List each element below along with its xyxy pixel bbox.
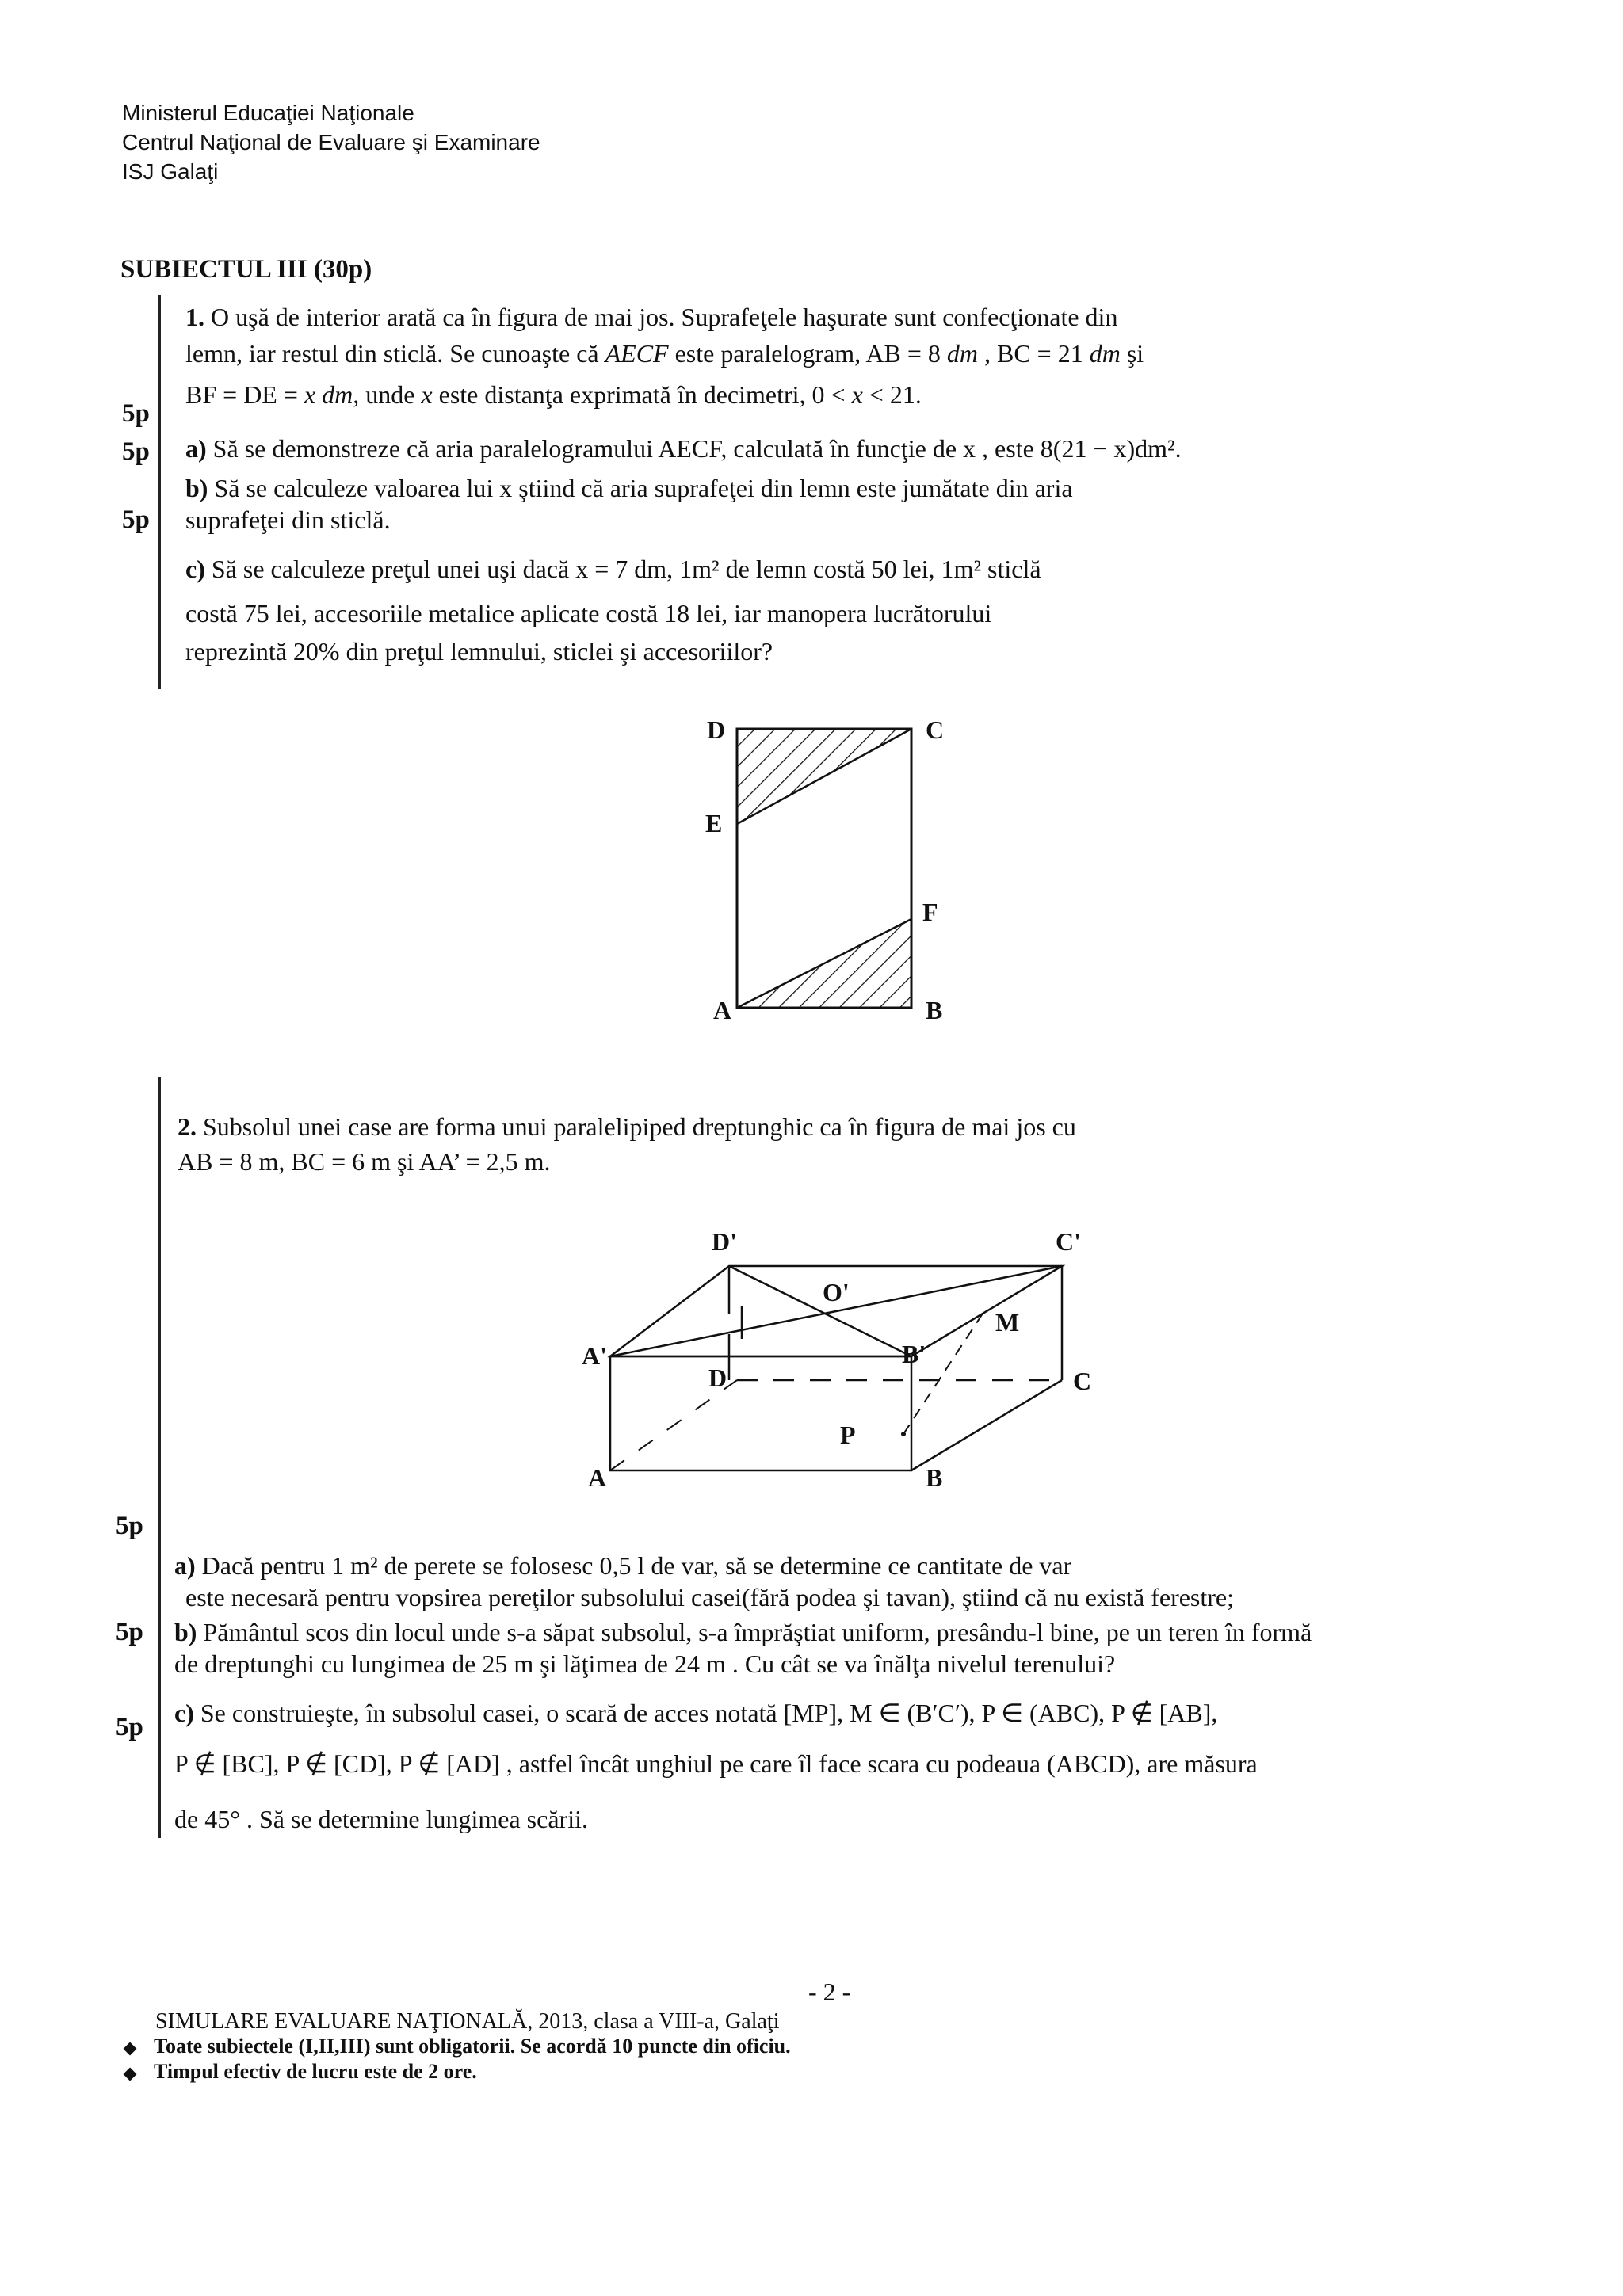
problem1-part-b: b) Să se calculeze valoarea lui x ştiind că aria suprafeţei din lemn este jumătate din aria <box>185 474 1073 502</box>
footer-bullet-2 <box>124 2068 137 2081</box>
footer-bullet-1 <box>124 2042 137 2056</box>
label-M: M <box>995 1308 1020 1337</box>
label-D: D <box>708 1363 727 1392</box>
problem1-part-b-cont: suprafeţei din sticlă. <box>185 505 391 534</box>
problem1-intro-line1: 1. O uşă de interior arată ca în figura de mai jos. Suprafeţele haşurate sunt confecţionate din <box>185 303 1118 331</box>
label-Bp: B' <box>902 1340 926 1368</box>
label-C: C <box>1073 1367 1092 1395</box>
lower-wood-triangle <box>737 919 911 1008</box>
label-B: B <box>926 996 943 1024</box>
points-2b: 5p <box>116 1618 143 1646</box>
label-P: P <box>840 1421 856 1449</box>
top-diagonal-1 <box>729 1266 911 1356</box>
problem2-part-c-cont2: de 45° . Să se determine lungimea scării. <box>174 1805 588 1833</box>
upper-wood-triangle <box>737 729 911 824</box>
header-isj: ISJ Galaţi <box>122 159 219 184</box>
problem1-number: 1. <box>185 303 204 331</box>
staircase-MP <box>903 1314 983 1434</box>
problem1-part-a: a) Să se demonstreze că aria paralelogramului AECF, calculată în funcţie de x , este 8(21 − x)dm². <box>185 434 1182 463</box>
label-Cp: C' <box>1056 1227 1081 1256</box>
cuboid-figure <box>571 1220 1125 1505</box>
problem1-intro-line2: lemn, iar restul din sticlă. Se cunoaşte că AECF este paralelogram, AB = 8 dm , BC = 21 dm şi <box>185 339 1144 368</box>
label-D: D <box>707 715 726 744</box>
label-F: F <box>922 898 938 926</box>
problem2-part-c: c) Se construieşte, în subsolul casei, o scară de acces notată [MP], M ∈ (B′C′), P ∈ (ABC), P ∉ [AB], <box>174 1699 1218 1727</box>
subject-title: SUBIECTUL III (30p) <box>120 255 372 284</box>
front-face <box>610 1356 911 1470</box>
problem2-part-b-cont: de dreptunghi cu lungimea de 25 m şi lăţimea de 24 m . Cu cât se va înălţa nivelul terenului? <box>174 1650 1116 1678</box>
label-C: C <box>926 715 945 744</box>
label-E: E <box>705 809 723 837</box>
point-P <box>901 1432 906 1436</box>
points-1c: 5p <box>122 505 150 534</box>
label-B: B <box>926 1463 943 1492</box>
points-2c: 5p <box>116 1713 143 1741</box>
footer-title: SIMULARE EVALUARE NAŢIONALĂ, 2013, clasa a VIII-a, Galaţi <box>155 2009 780 2034</box>
label-Ap: A' <box>582 1341 607 1370</box>
label-A: A <box>588 1463 607 1492</box>
page-number: - 2 - <box>808 1978 851 2006</box>
problem2-part-a: a) Dacă pentru 1 m² de perete se folosesc 0,5 l de var, să se determine ce cantitate de var <box>174 1551 1072 1580</box>
problem2-part-b: b) Pământul scos din locul unde s-a săpat subsolul, s-a împrăştiat uniform, presându-l bine, pe un teren în formă <box>174 1618 1312 1646</box>
points-2a: 5p <box>116 1512 143 1540</box>
points-1b: 5p <box>122 437 150 466</box>
institution-header <box>122 98 540 186</box>
margin-line <box>158 1077 161 1838</box>
door-figure <box>697 705 967 1038</box>
problem2-part-c-cont1: P ∉ [BC], P ∉ [CD], P ∉ [AD] , astfel încât unghiul pe care îl face scara cu podeaua (ABCD), are măsura <box>174 1749 1258 1778</box>
header-center: Centrul Naţional de Evaluare şi Examinare <box>122 130 540 154</box>
edge-BC <box>911 1380 1062 1470</box>
problem2-part-a-cont: este necesară pentru vopsirea pereţilor subsolului casei(fără podea şi tavan), ştiind că nu există ferestre; <box>185 1583 1235 1611</box>
label-A: A <box>713 996 732 1024</box>
hidden-edge-AD <box>610 1380 737 1470</box>
footer-note-2: Timpul efectiv de lucru este de 2 ore. <box>154 2060 477 2083</box>
problem2-intro-line2: AB = 8 m, BC = 6 m şi AA’ = 2,5 m. <box>178 1147 551 1176</box>
problem1-part-c: c) Să se calculeze preţul unei uşi dacă x = 7 dm, 1m² de lemn costă 50 lei, 1m² sticlă <box>185 555 1041 583</box>
problem2-intro-line1: 2. Subsolul unei case are forma unui paralelipiped dreptunghic ca în figura de mai jos cu <box>178 1112 1076 1141</box>
problem1-part-c-cont2: reprezintă 20% din preţul lemnului, sticlei şi accesoriilor? <box>185 637 773 666</box>
points-1a: 5p <box>122 399 150 428</box>
label-Op: O' <box>823 1278 850 1306</box>
footer-note-1: Toate subiectele (I,II,III) sunt obligatorii. Se acordă 10 puncte din oficiu. <box>154 2035 791 2058</box>
problem1-part-c-cont1: costă 75 lei, accesoriile metalice aplicate costă 18 lei, iar manopera lucrătorului <box>185 599 992 627</box>
label-Dp: D' <box>712 1227 737 1256</box>
problem1-intro-line3: BF = DE = x dm, unde x este distanţa exprimată în decimetri, 0 < x < 21. <box>185 380 922 409</box>
margin-line <box>158 295 161 689</box>
header-ministry: Ministerul Educaţiei Naţionale <box>122 101 414 125</box>
